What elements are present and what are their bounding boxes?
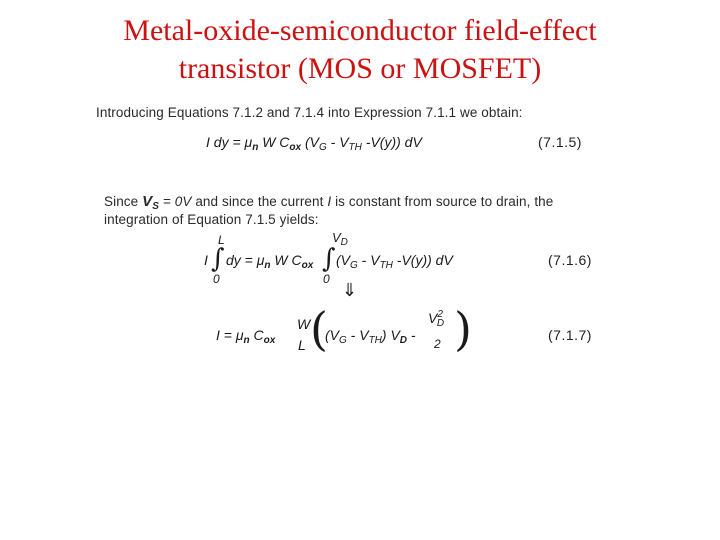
eq717-vd2-sub: D <box>436 318 445 329</box>
eq716-body <box>336 252 453 271</box>
eq717-mu-sub: n <box>243 335 250 346</box>
since-a: Since <box>104 194 139 209</box>
since-line-1 <box>104 193 553 212</box>
eq717-left <box>216 327 275 346</box>
title-line-1: Metal-oxide-semiconductor field-effect <box>123 14 597 47</box>
since-line-2: integration of Equation 7.1.5 yields: <box>104 212 319 227</box>
eq717-minus: - V <box>350 327 369 343</box>
eq717-vd2 <box>428 309 444 329</box>
since-b: and since the current <box>195 194 324 209</box>
since-c: is constant from source to drain, the <box>335 194 554 209</box>
implies-arrow-icon: ⇓ <box>342 280 358 301</box>
eq717-vth-sub: TH <box>368 335 382 346</box>
eq716-upper2: V <box>332 230 341 245</box>
eq717-frac-den: L <box>298 337 306 353</box>
eq716-w: W C <box>274 252 302 268</box>
eq715-w: W C <box>262 134 290 150</box>
eq717-cox-sub: ox <box>263 335 276 346</box>
integral-sign-1: ∫ <box>211 244 225 274</box>
eq717-right-paren: ) <box>454 302 472 356</box>
eq716-mu: μ <box>256 252 265 268</box>
eq715-vth-sub: TH <box>348 142 362 153</box>
eq715-lhs: I dy = <box>206 134 241 150</box>
title-line-2: transistor (MOS or MOSFET) <box>178 52 542 85</box>
since-vs: V <box>142 193 153 210</box>
eq716-upper2-sub: D <box>340 237 348 248</box>
eq716-lower-2: 0 <box>323 272 330 286</box>
eq715-paren: (V <box>304 134 319 150</box>
eq716-dy: dy = <box>226 252 253 268</box>
eq716-upper-1: L <box>218 233 225 247</box>
eq717-two: 2 <box>434 337 441 351</box>
page-title <box>0 12 720 88</box>
equation-7-1-5 <box>206 134 422 153</box>
eq716-rest: -V(y)) dV <box>396 252 453 268</box>
eq717-cox: C <box>253 327 264 343</box>
eq717-number: (7.1.7) <box>548 327 592 343</box>
eq717-vd2-v: V <box>428 310 438 326</box>
eq717-vg-sub: G <box>339 335 347 346</box>
intro-text: Introducing Equations 7.1.2 and 7.1.4 into Expression 7.1.1 we obtain: <box>96 105 523 120</box>
eq717-vd: ) V <box>381 327 400 343</box>
eq717-vd2-sup: 2 <box>437 309 443 320</box>
eq717-mu: μ <box>235 327 244 343</box>
eq717-frac-num: W <box>297 316 311 332</box>
eq716-number: (7.1.6) <box>548 252 592 268</box>
since-vs-sub: S <box>152 201 160 212</box>
integral-sign-2: ∫ <box>322 244 336 274</box>
eq716-vth-sub: TH <box>379 260 393 271</box>
eq715-minus: - V <box>330 134 349 150</box>
eq715-mu: μ <box>244 134 253 150</box>
eq715-cox-sub: ox <box>289 142 302 153</box>
eq715-number: (7.1.5) <box>538 134 582 150</box>
eq716-minus: - V <box>361 252 380 268</box>
since-eq: = 0V <box>162 194 192 209</box>
eq717-body <box>325 327 416 346</box>
eq717-lhs: I = <box>216 327 232 343</box>
eq716-I: I <box>204 252 208 268</box>
eq715-rest: -V(y)) dV <box>365 134 422 150</box>
eq716-vg-sub: G <box>350 260 358 271</box>
since-i: I <box>327 194 332 209</box>
eq716-lower-1: 0 <box>213 272 220 286</box>
eq716-body-open: (V <box>336 252 350 268</box>
eq715-vg-sub: G <box>318 142 327 153</box>
eq715-mu-sub: n <box>252 142 259 153</box>
eq716-cox-sub: ox <box>301 260 314 271</box>
eq717-body-open: (V <box>325 327 339 343</box>
eq716-mu-sub: n <box>264 260 271 271</box>
eq716-middle <box>226 252 313 271</box>
eq717-dash: - <box>410 327 416 343</box>
eq717-vd-sub: D <box>399 335 408 346</box>
eq717-left-paren: ( <box>310 302 328 356</box>
